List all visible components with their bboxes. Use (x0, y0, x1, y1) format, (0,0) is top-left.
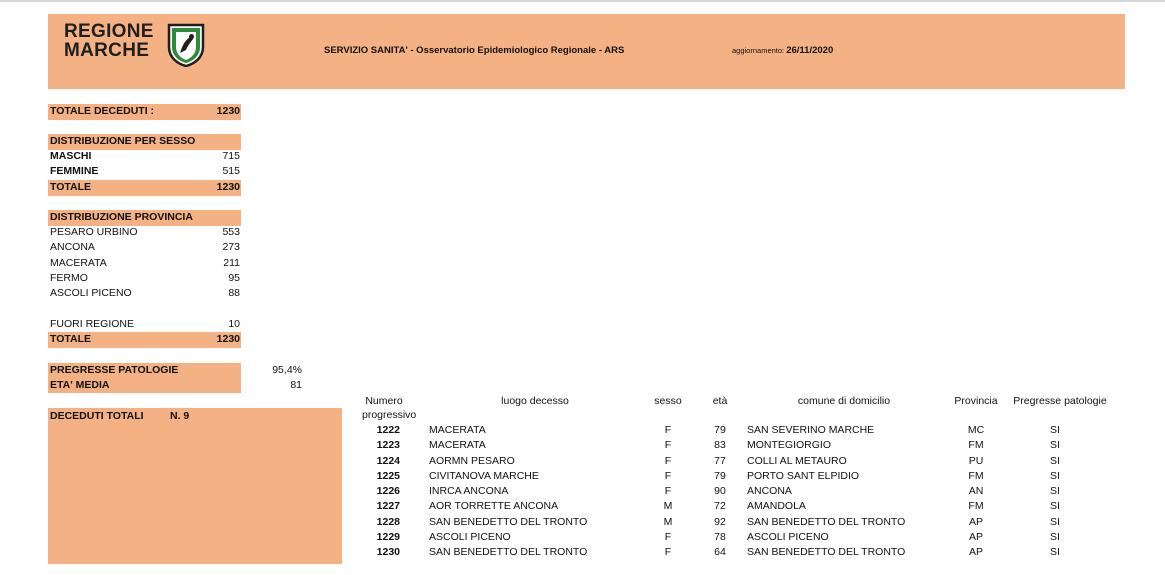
cell-patologie: SI (1050, 531, 1060, 543)
patologie-row (50, 363, 240, 378)
cell-comune: SAN BENEDETTO DEL TRONTO (747, 516, 906, 528)
logo-text (64, 22, 154, 60)
totale-deceduti-value: 1230 (216, 105, 240, 117)
cell-sesso: F (664, 439, 672, 451)
eta-media-value: 81 (290, 379, 302, 391)
cell-eta: 90 (714, 485, 726, 497)
cell-luogo: CIVITANOVA MARCHE (429, 470, 539, 482)
update-info (732, 45, 833, 56)
cell-sesso: F (664, 455, 672, 467)
eta-media-label: ETA' MEDIA (50, 379, 110, 391)
cell-provincia: MC (967, 424, 985, 436)
cell-comune: AMANDOLA (747, 500, 806, 512)
cell-eta: 83 (714, 439, 726, 451)
provincia-total-row (50, 332, 240, 347)
cell-provincia: AN (968, 485, 984, 497)
cell-luogo: AOR TORRETTE ANCONA (429, 500, 559, 512)
fuori-regione-label: FUORI REGIONE (50, 318, 135, 330)
cell-provincia: AP (968, 546, 983, 558)
header-numero (352, 394, 416, 422)
sesso-title-label: DISTRIBUZIONE PER SESSO (50, 135, 196, 147)
cell-comune: SAN BENEDETTO DEL TRONTO (747, 546, 906, 558)
cell-numero: 1224 (376, 455, 400, 467)
cell-luogo: MACERATA (429, 439, 486, 451)
sesso-label: MASCHI (50, 150, 92, 162)
coat-of-arms-icon (166, 23, 206, 67)
deceduti-totali-count: N. 9 (170, 410, 190, 422)
cell-numero: 1226 (376, 485, 400, 497)
provincia-title (50, 210, 240, 225)
provincia-total-value: 1230 (216, 333, 240, 345)
cell-luogo: MACERATA (429, 424, 486, 436)
header-patologie: Pregresse patologie (1013, 395, 1107, 407)
cell-patologie: SI (1050, 485, 1060, 497)
cell-provincia: AP (968, 516, 983, 528)
totale-deceduti-label: TOTALE DECEDUTI : (50, 105, 155, 117)
provincia-row (50, 271, 240, 286)
cell-provincia: FM (968, 500, 984, 512)
header-provincia: Provincia (954, 395, 998, 407)
cell-comune: MONTEGIORGIO (747, 439, 831, 451)
totale-deceduti-row (50, 104, 240, 119)
report-header (48, 14, 1125, 89)
top-border (0, 0, 1165, 2)
sesso-label: FEMMINE (50, 165, 99, 177)
sesso-value: 715 (222, 150, 240, 162)
sesso-row-maschi (50, 149, 240, 164)
cell-sesso: M (663, 500, 673, 512)
sesso-value: 515 (222, 165, 240, 177)
header-numero-line1: Numero (365, 395, 403, 407)
cell-comune: PORTO SANT ELPIDIO (747, 470, 860, 482)
cell-comune: ASCOLI PICENO (747, 531, 829, 543)
cell-numero: 1223 (376, 439, 400, 451)
sesso-total-row (50, 180, 240, 195)
update-label: aggiornamento: (732, 46, 787, 55)
provincia-label: PESARO URBINO (50, 226, 138, 238)
update-date: 26/11/2020 (786, 45, 834, 56)
header-comune: comune di domicilio (797, 395, 891, 407)
cell-sesso: F (664, 546, 672, 558)
cell-patologie: SI (1050, 516, 1060, 528)
sesso-total-value: 1230 (216, 181, 240, 193)
cell-numero: 1222 (376, 424, 400, 436)
cell-eta: 64 (714, 546, 726, 558)
cell-luogo: AORMN PESARO (429, 455, 515, 467)
cell-patologie: SI (1050, 439, 1060, 451)
cell-eta: 79 (714, 470, 726, 482)
header-numero-line2: progressivo (362, 409, 417, 421)
fuori-regione-row (50, 317, 240, 332)
sesso-row-femmine (50, 164, 240, 179)
service-title (324, 45, 624, 56)
header-eta: età (712, 395, 728, 407)
sesso-title (50, 134, 240, 149)
eta-media-row (50, 378, 240, 393)
fuori-regione-value: 10 (228, 318, 240, 330)
deceduti-totali-box (48, 408, 342, 564)
cell-numero: 1228 (376, 516, 400, 528)
sesso-total-label: TOTALE (50, 181, 92, 193)
cell-numero: 1227 (376, 500, 400, 512)
provincia-value: 95 (228, 272, 240, 284)
service-subtitle: - Osservatorio Epidemiologico Regionale - ARS (407, 45, 625, 56)
cell-patologie: SI (1050, 424, 1060, 436)
logo-line-2: MARCHE (64, 40, 150, 61)
cell-sesso: F (664, 424, 672, 436)
cell-patologie: SI (1050, 470, 1060, 482)
provincia-value: 211 (223, 257, 240, 269)
header-luogo: luogo decesso (501, 395, 569, 407)
cell-comune: SAN SEVERINO MARCHE (747, 424, 875, 436)
cell-sesso: M (663, 516, 673, 528)
cell-numero: 1229 (376, 531, 400, 543)
cell-numero: 1230 (376, 546, 400, 558)
cell-luogo: INRCA ANCONA (429, 485, 509, 497)
cell-eta: 72 (714, 500, 726, 512)
cell-patologie: SI (1050, 546, 1060, 558)
cell-sesso: F (664, 531, 672, 543)
provincia-value: 88 (228, 287, 240, 299)
deceduti-totali-label: DECEDUTI TOTALI (50, 410, 144, 422)
cell-eta: 79 (714, 424, 726, 436)
provincia-label: MACERATA (50, 257, 107, 269)
cell-patologie: SI (1050, 455, 1060, 467)
header-sesso: sesso (654, 395, 682, 407)
patologie-value: 95,4% (272, 364, 302, 376)
cell-eta: 78 (714, 531, 726, 543)
provincia-label: FERMO (50, 272, 88, 284)
provincia-title-label: DISTRIBUZIONE PROVINCIA (50, 211, 193, 223)
provincia-row (50, 286, 240, 301)
provincia-value: 553 (222, 226, 240, 238)
provincia-label: ASCOLI PICENO (50, 287, 132, 299)
cell-comune: ANCONA (747, 485, 792, 497)
provincia-row (50, 240, 240, 255)
provincia-row (50, 225, 240, 240)
cell-eta: 92 (714, 516, 726, 528)
cell-patologie: SI (1050, 500, 1060, 512)
provincia-value: 273 (222, 241, 240, 253)
cell-luogo: SAN BENEDETTO DEL TRONTO (429, 546, 588, 558)
regione-marche-logo (64, 22, 214, 74)
cell-provincia: AP (968, 531, 983, 543)
provincia-label: ANCONA (50, 241, 95, 253)
cell-provincia: FM (968, 470, 984, 482)
cell-luogo: SAN BENEDETTO DEL TRONTO (429, 516, 588, 528)
cell-comune: COLLI AL METAURO (747, 455, 847, 467)
cell-eta: 77 (714, 455, 726, 467)
cell-sesso: F (664, 485, 672, 497)
logo-line-1: REGIONE (64, 21, 154, 42)
provincia-total-label: TOTALE (50, 333, 92, 345)
patologie-label: PREGRESSE PATOLOGIE (50, 364, 179, 376)
provincia-row (50, 256, 240, 271)
cell-luogo: ASCOLI PICENO (429, 531, 511, 543)
cell-provincia: PU (968, 455, 984, 467)
cell-sesso: F (664, 470, 672, 482)
cell-numero: 1225 (376, 470, 400, 482)
service-name: SERVIZIO SANITA' (324, 45, 408, 56)
cell-provincia: FM (968, 439, 984, 451)
